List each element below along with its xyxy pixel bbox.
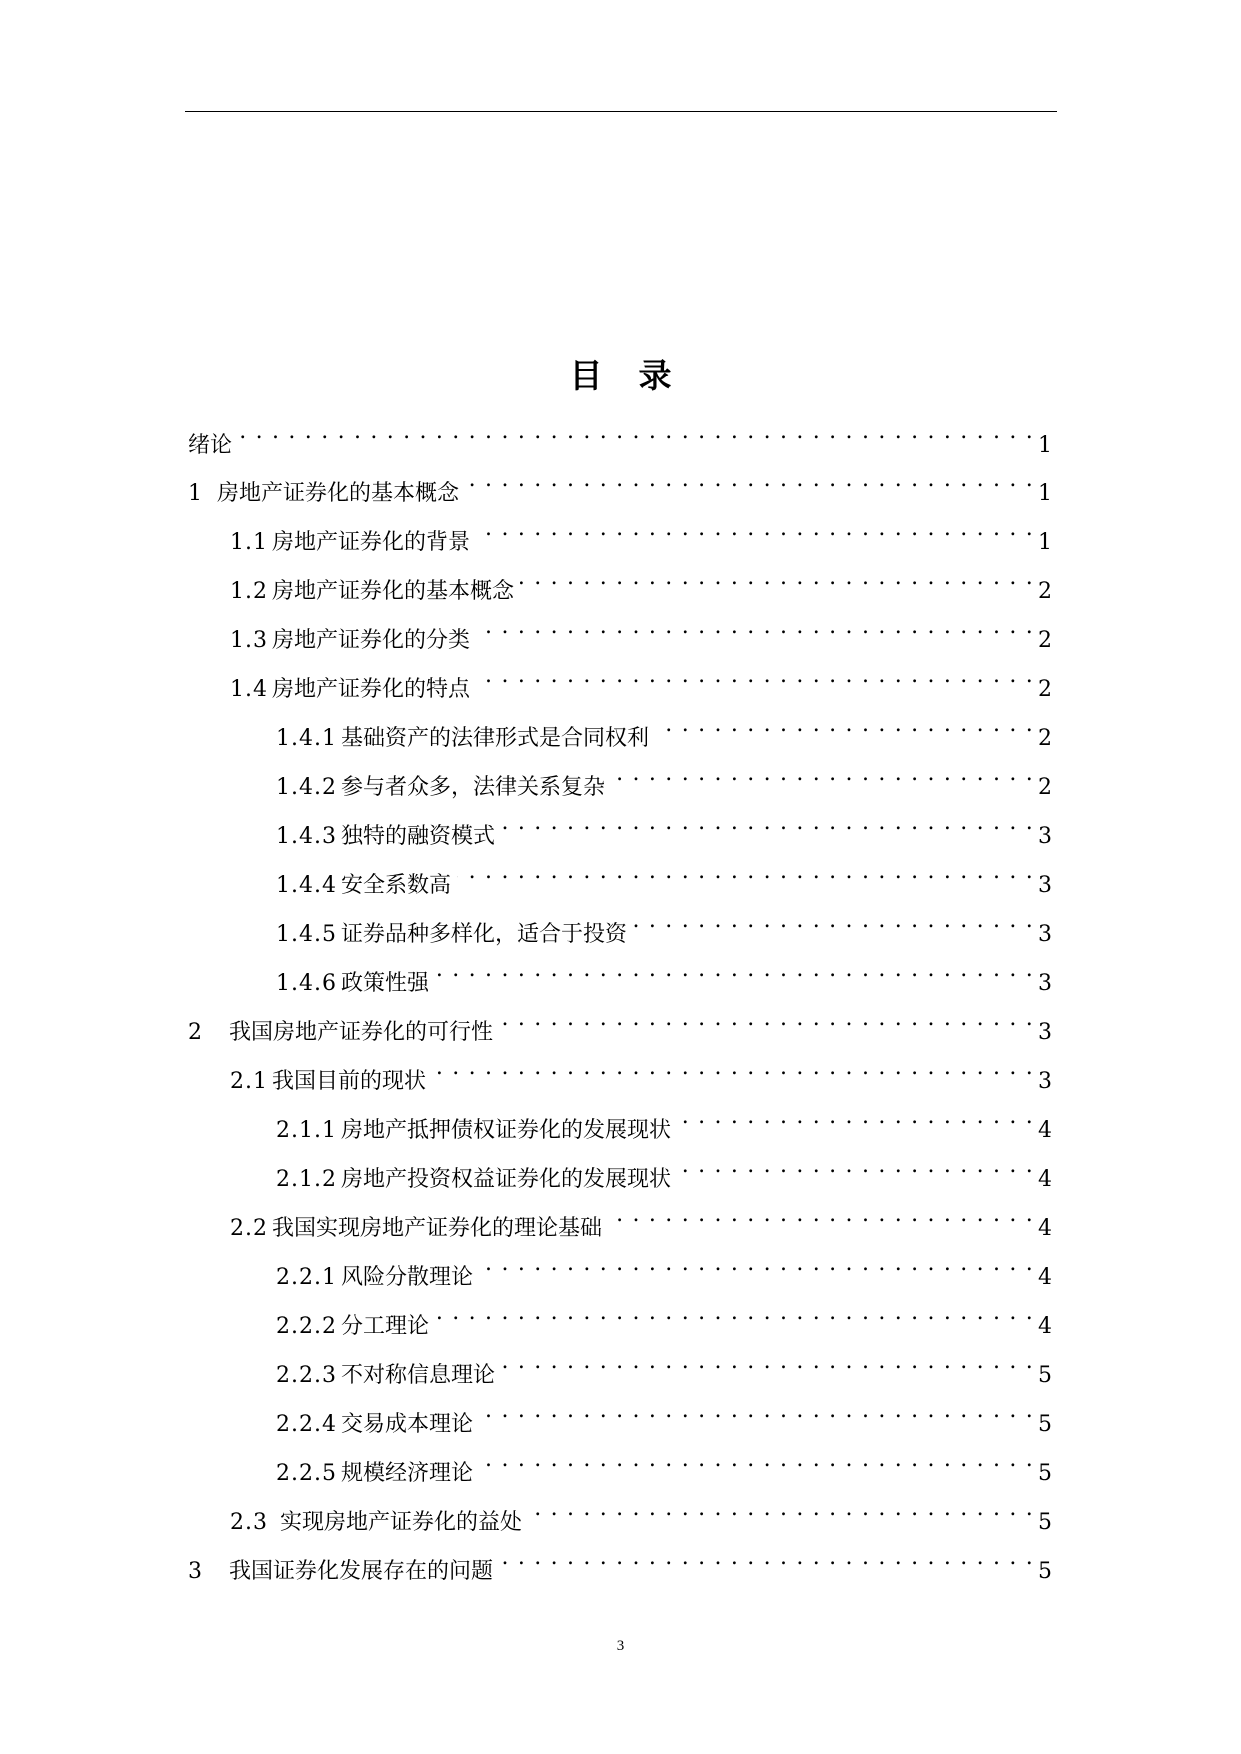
dot-leader — [465, 460, 1034, 500]
toc-entry-page: 2 — [1038, 677, 1052, 702]
toc-entry-subsection-1-4-2[interactable] — [276, 754, 1052, 800]
toc-entry-subsection-1-4-1[interactable] — [276, 705, 1052, 751]
toc-entry-number: 1 — [188, 481, 203, 506]
dot-leader — [435, 950, 1034, 990]
toc-entry-subsection-2-2-5[interactable] — [276, 1440, 1052, 1486]
toc-entry-page: 3 — [1038, 971, 1052, 996]
dot-leader — [520, 558, 1034, 598]
dot-leader — [457, 852, 1034, 892]
dot-leader — [476, 607, 1034, 647]
toc-entry-page: 2 — [1038, 775, 1052, 800]
toc-entry-title: 安全系数高 — [340, 873, 451, 898]
toc-entry-number: 1.4.2 — [276, 775, 337, 800]
toc-entry-page: 1 — [1038, 530, 1052, 555]
dot-leader — [432, 1048, 1034, 1088]
dot-leader — [611, 754, 1034, 794]
toc-entry-subsection-2-2-2[interactable] — [276, 1293, 1052, 1339]
toc-entry-number: 1.4.3 — [276, 824, 337, 849]
toc-entry-title: 房地产证券化的特点 — [272, 677, 471, 702]
toc-entry-section-2-2[interactable] — [230, 1195, 1052, 1241]
toc-entry-number: 2.2.2 — [276, 1314, 337, 1339]
toc-entry-title: 房地产证券化的基本概念 — [272, 579, 515, 604]
toc-entry-number: 2.2.5 — [276, 1461, 337, 1486]
toc-entry-number: 2.1 — [230, 1069, 268, 1094]
toc-entry-page: 3 — [1038, 824, 1052, 849]
toc-entry-page: 4 — [1038, 1265, 1052, 1290]
toc-entry-number: 2.2 — [230, 1216, 268, 1241]
toc-entry-number: 2.1.1 — [276, 1118, 337, 1143]
toc-entry-title: 不对称信息理论 — [340, 1363, 495, 1388]
toc-entry-page: 5 — [1038, 1461, 1052, 1486]
toc-entry-subsection-1-4-3[interactable] — [276, 803, 1052, 849]
toc-entry-subsection-1-4-6[interactable] — [276, 950, 1052, 996]
toc-entry-title: 我国目前的现状 — [272, 1069, 427, 1094]
toc-entry-subsection-2-2-1[interactable] — [276, 1244, 1052, 1290]
header-rule — [185, 111, 1057, 112]
toc-entry-number: 3 — [188, 1559, 203, 1584]
toc-entry-page: 2 — [1038, 579, 1052, 604]
toc-entry-title: 我国房地产证券化的可行性 — [229, 1020, 494, 1045]
toc-entry-title: 房地产抵押债权证券化的发展现状 — [340, 1118, 671, 1143]
toc-entry-section-1-2[interactable] — [230, 558, 1052, 604]
toc-entry-page: 5 — [1038, 1559, 1052, 1584]
toc-entry-page: 2 — [1038, 726, 1052, 751]
dot-leader — [655, 705, 1034, 745]
toc-entry-title: 绪论 — [188, 433, 233, 458]
toc-entry-subsection-2-1-2[interactable] — [276, 1146, 1052, 1192]
toc-entry-page: 4 — [1038, 1118, 1052, 1143]
toc-entry-number: 1.4 — [230, 677, 268, 702]
toc-entry-section-2-1[interactable] — [230, 1048, 1052, 1094]
dot-leader — [238, 412, 1034, 452]
toc-entry-number: 2.2.4 — [276, 1412, 337, 1437]
toc-entry-page: 3 — [1038, 922, 1052, 947]
toc-entry-title: 房地产证券化的分类 — [272, 628, 471, 653]
toc-entry-title: 交易成本理论 — [340, 1412, 473, 1437]
toc-entry-number: 2 — [188, 1020, 203, 1045]
dot-leader — [499, 1538, 1034, 1578]
toc-entry-section-2-3[interactable] — [230, 1489, 1052, 1535]
toc-entry-page: 4 — [1038, 1167, 1052, 1192]
dot-leader — [528, 1489, 1034, 1529]
dot-leader — [501, 803, 1034, 843]
toc-entry-number: 1.3 — [230, 628, 268, 653]
toc-entry-title: 房地产证券化的背景 — [272, 530, 471, 555]
toc-entry-title: 实现房地产证券化的益处 — [280, 1510, 523, 1535]
toc-entry-chapter-2[interactable] — [188, 999, 1052, 1045]
toc-entry-page: 3 — [1038, 1069, 1052, 1094]
toc-entry-subsection-2-1-1[interactable] — [276, 1097, 1052, 1143]
toc-entry-subsection-1-4-5[interactable] — [276, 901, 1052, 947]
toc-entry-intro[interactable] — [188, 412, 1052, 458]
toc-entry-number: 2.3 — [230, 1510, 268, 1535]
dot-leader — [479, 1440, 1034, 1480]
toc-entry-title: 房地产证券化的基本概念 — [217, 481, 460, 506]
dot-leader — [479, 1391, 1034, 1431]
toc-entry-title: 政策性强 — [340, 971, 429, 996]
toc-entry-title: 独特的融资模式 — [340, 824, 495, 849]
dot-leader — [608, 1195, 1034, 1235]
toc-entry-page: 1 — [1038, 481, 1052, 506]
dot-leader — [633, 901, 1034, 941]
toc-entry-title: 我国实现房地产证券化的理论基础 — [272, 1216, 603, 1241]
page-number: 3 — [616, 1638, 625, 1654]
toc-entry-number: 1.4.1 — [276, 726, 337, 751]
toc-entry-section-1-4[interactable] — [230, 656, 1052, 702]
toc-entry-title: 我国证券化发展存在的问题 — [229, 1559, 494, 1584]
toc-entry-page: 5 — [1038, 1510, 1052, 1535]
toc-entry-title: 风险分散理论 — [340, 1265, 473, 1290]
toc-entry-number: 2.1.2 — [276, 1167, 337, 1192]
dot-leader — [435, 1293, 1034, 1333]
toc-entry-number: 1.1 — [230, 530, 268, 555]
toc-entry-page: 3 — [1038, 873, 1052, 898]
dot-leader — [476, 509, 1034, 549]
toc-entry-title: 证券品种多样化，适合于投资 — [340, 922, 627, 947]
toc-entry-number: 1.2 — [230, 579, 268, 604]
toc-entry-section-1-1[interactable] — [230, 509, 1052, 555]
dot-leader — [501, 1342, 1034, 1382]
toc-entry-page: 4 — [1038, 1216, 1052, 1241]
toc-entry-subsection-1-4-4[interactable] — [276, 852, 1052, 898]
toc-entry-page: 5 — [1038, 1363, 1052, 1388]
dot-leader — [677, 1146, 1034, 1186]
toc-entry-number: 2.2.3 — [276, 1363, 337, 1388]
dot-leader — [499, 999, 1034, 1039]
toc-entry-title: 房地产投资权益证券化的发展现状 — [340, 1167, 671, 1192]
toc-entry-chapter-1[interactable] — [188, 460, 1052, 506]
toc-entry-title: 参与者众多，法律关系复杂 — [340, 775, 605, 800]
toc-entry-page: 2 — [1038, 628, 1052, 653]
toc-entry-page: 1 — [1038, 433, 1052, 458]
toc-entry-number: 1.4.4 — [276, 873, 337, 898]
dot-leader — [479, 1244, 1034, 1284]
dot-leader — [476, 656, 1034, 696]
toc-entry-subsection-2-2-4[interactable] — [276, 1391, 1052, 1437]
toc-entry-page: 5 — [1038, 1412, 1052, 1437]
toc-entry-number: 2.2.1 — [276, 1265, 337, 1290]
dot-leader — [677, 1097, 1034, 1137]
toc-entry-title: 规模经济理论 — [340, 1461, 473, 1486]
toc-title — [0, 354, 1241, 398]
toc-entry-page: 4 — [1038, 1314, 1052, 1339]
toc-entry-chapter-3[interactable] — [188, 1538, 1052, 1584]
toc-entry-title: 分工理论 — [340, 1314, 429, 1339]
toc-title-char: 目 — [569, 356, 603, 395]
toc-entry-section-1-3[interactable] — [230, 607, 1052, 653]
toc-entry-number: 1.4.5 — [276, 922, 337, 947]
toc-entry-title: 基础资产的法律形式是合同权利 — [340, 726, 649, 751]
toc-entry-number: 1.4.6 — [276, 971, 337, 996]
toc-entry-subsection-2-2-3[interactable] — [276, 1342, 1052, 1388]
toc-title-char: 录 — [638, 356, 672, 395]
toc-entry-page: 3 — [1038, 1020, 1052, 1045]
